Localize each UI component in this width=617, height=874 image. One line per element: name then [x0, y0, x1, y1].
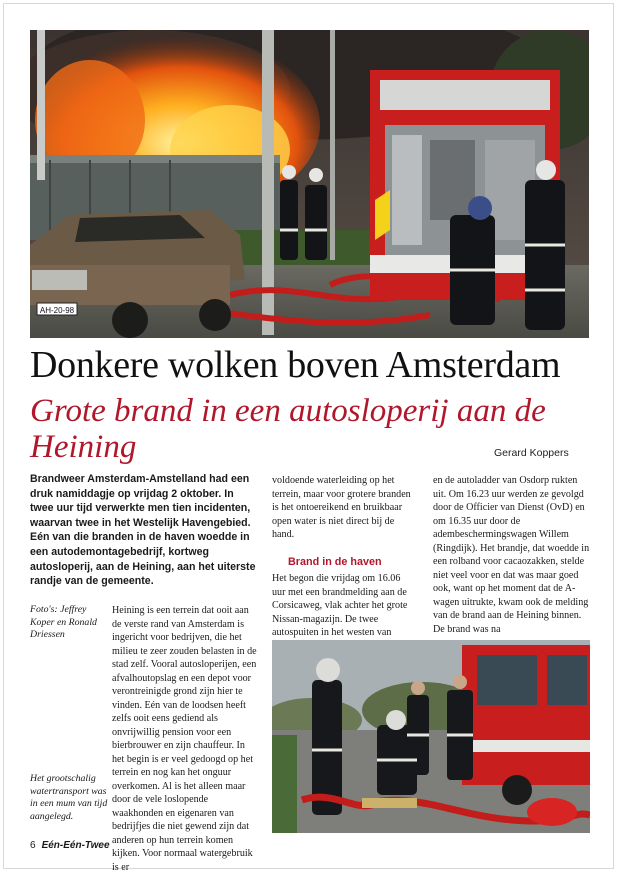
license-plate-text: AH-20-98 [39, 306, 75, 315]
article-lead: Brandweer Amsterdam-Amstelland had een druk namiddagje op vrijdag 2 oktober. In twee uur tijd verwerkte men tien incidenten, waarvan twee in het Westelijk Havengebied. Eén van die branden in de haven woedde in een autodemontagebedrijf, kortweg autosloperij, aan de Heining, aan het uiterste randje van de gemeente. [30, 473, 256, 588]
body-column-2 [272, 474, 416, 667]
body-column-3: en de autoladder van Osdorp rukten uit. Om 16.23 uur werden ze gevolgd door de Officier van Dienst (OvD) en om 16.35 uur door de adembeschermingswagen Willem (Ringdijk). Het brandje, dat woedde in een rolband voor cacaozakken, stelde niet veel voor en dat was maar goed ook, want op het moment dat de A-wagen uitrukte, kwam ook de melding van de brand aan de Heining binnen. De brand was na [433, 475, 590, 635]
hero-photo-fire-scene [30, 30, 589, 338]
article-subheadline: Grote brand in een autosloperij aan de Heining [30, 393, 546, 465]
photo-firefighters-hoses [272, 640, 590, 833]
body-column-2-paragraph-1: voldoende waterleiding op het terrein, maar voor grotere branden is het ontoereikend en bruikbaar open water is niet direct bij de hand. [272, 475, 411, 540]
author-name: Gerard Koppers [494, 447, 569, 459]
magazine-name: Eén-Eén-Twee [41, 840, 110, 851]
photo-credit: Foto's: Jeffrey Koper en Ronald Driessen [30, 604, 97, 641]
photo-caption: Het grootschalig watertransport was in een mum van tijd aangelegd. [30, 773, 108, 822]
page-number: 6 [30, 840, 36, 851]
page-footer [30, 840, 110, 851]
body-column-2-paragraph-2: Het begon die vrijdag om 16.06 uur met een brandmelding aan de Corsicaweg, vlak achter het grote Nissan-magazijn. De twee autospuiten in het westen van [272, 573, 408, 638]
section-heading: Brand in de haven [288, 555, 382, 568]
body-column-1: Heining is een terrein dat ooit aan de verste rand van Amsterdam is ingericht voor bedrijven, die het milieu te zeer zouden belasten in de stad zelf. Vooral autosloperijen, een afvalhoutopslag en een depot voor verontreinigde grond zijn hier te vinden. Eén van de loodsen heeft zelfs ooit eens gediend als onvrijwillig pension voor een bierbrouwer en zijn chauffeur. In het begin is er veel gedoogd op het terrein en nog kan het onguur overkomen. Al is het alleen maar door de vele loslopende waakhonden en eigenaren van bedrijfjes die niet gewend zijn dat anderen op hun terrein komen kijken. Voor normaal watergebruik is er [112, 605, 257, 873]
article-headline: Donkere wolken boven Amsterdam [30, 344, 561, 386]
